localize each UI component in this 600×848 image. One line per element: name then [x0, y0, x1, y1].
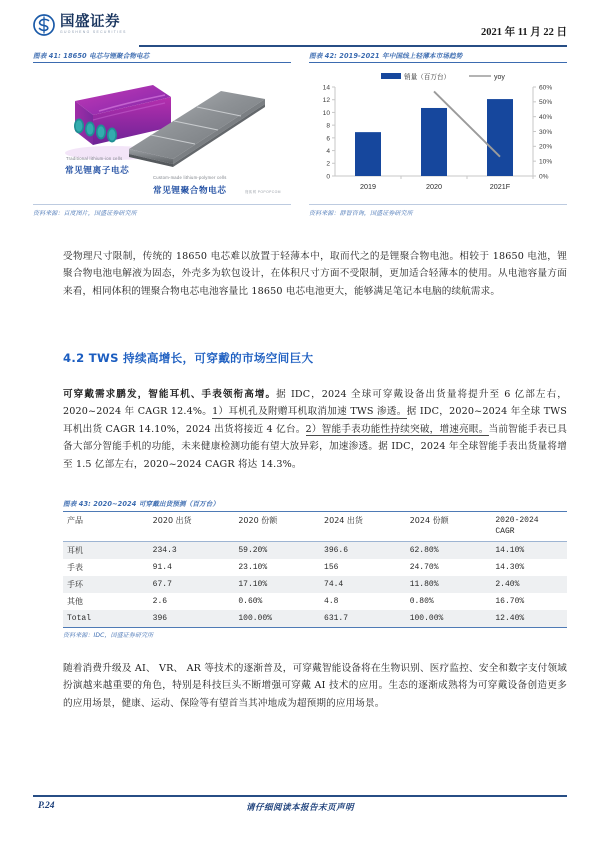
- figure-41-label-b-en: Custom-made lithium-polymer cells: [153, 175, 227, 181]
- figure-42-source: 资料来源：群智咨询，国盛证券研究所: [309, 209, 413, 217]
- table-cell-cagr: 14.30%: [495, 562, 525, 572]
- paragraph-outlook: 随着消费升级及 AI、 VR、 AR 等技术的逐渐普及，可穿戴智能设备将在生物识别、医疗监控、安全和数字支付领域扮演越来越重要的角色，特别是科技巨头不断增强可穿戴 AI 技术的应用。生态的逐渐成熟将为可穿戴设备创造更多的应用场景，健康、运动、保险等有望首当其冲地成为超预期的应用场景。: [63, 663, 567, 709]
- brand-name-cn: 国盛证券: [60, 14, 120, 31]
- table-cell-share2024: 0.80%: [409, 596, 434, 606]
- table-cell-share2020: 0.60%: [238, 596, 263, 606]
- table-cell-product: 手环: [63, 576, 149, 593]
- table-cell-share2024: 24.70%: [409, 562, 439, 572]
- paragraph-wearables-part3: 当前智能手表已具备大部分智能手机的功能，未来健康检测功能有望大放异彩，加速渗透。据 IDC，2024 年全球智能手表出货量将增至 1.5 亿部左右，2020~2024 CAGR 将达 14.3%。: [63, 423, 567, 470]
- table-cell-cagr: 16.70%: [495, 596, 525, 606]
- legend-label-yoy: yoy: [494, 74, 505, 82]
- y-tick-label-right: 60%: [539, 84, 553, 92]
- y-tick-label-left: 4: [326, 148, 330, 156]
- th-shipment-2020: 2020 出货: [149, 511, 235, 541]
- table-cell-shipment2024: 631.7: [320, 610, 406, 628]
- y-tick-label-right: 30%: [539, 129, 553, 137]
- bar-2021F: [487, 99, 513, 176]
- table-cell-cagr: 2.40%: [491, 576, 567, 593]
- table-cell-share2020: 100.00%: [234, 610, 320, 628]
- figure-41-image: [33, 63, 291, 205]
- table-cell-product: Total: [63, 610, 149, 628]
- bar-2019: [355, 133, 381, 177]
- footer-divider: [33, 795, 567, 797]
- table-cell-cagr: 14.10%: [491, 541, 567, 559]
- page-header: [33, 14, 567, 46]
- legend-label-sales: 销量（百万台）: [404, 73, 451, 82]
- table-row: [63, 559, 567, 576]
- bar-2020: [421, 108, 447, 176]
- brand-logo: [33, 14, 127, 36]
- table-cell-shipment2020: 91.4: [152, 562, 172, 572]
- th-share-2020: 2020 份额: [234, 511, 320, 541]
- guosheng-logo-icon: [33, 14, 55, 36]
- figure-41-credit: 搜狐网 POPOPCOM: [245, 190, 281, 195]
- table-cell-shipment2024: 74.4: [320, 576, 406, 593]
- table-cell-shipment2024: 396.6: [320, 541, 406, 559]
- paragraph-wearables: [63, 386, 567, 473]
- table-cell-shipment2020: 396: [149, 610, 235, 628]
- table-cell-shipment2020: 67.7: [149, 576, 235, 593]
- paragraph-wearables-part1: 据 IDC，2024 全球可穿戴设备出货量将提升至 6 亿部左右，2020~2024 年 CAGR 12.4%。: [63, 389, 567, 418]
- page-number: P.24: [38, 801, 55, 811]
- figure-42-caption: 图表 42: 2019-2021 年中国线上轻薄本市场趋势: [309, 52, 463, 60]
- wearables-shipment-table: [63, 511, 567, 628]
- y-tick-label-left: 6: [326, 135, 330, 143]
- footer-disclaimer: 请仔细阅读本报告末页声明: [246, 803, 354, 813]
- table-43: [63, 498, 567, 639]
- paragraph-wearables-lead: 可穿戴需求鹏发，智能耳机、手表领衔高增。: [63, 389, 277, 400]
- table-cell-shipment2024: 156: [324, 562, 339, 572]
- page-footer: [33, 799, 567, 817]
- y-tick-label-left: 2: [326, 161, 330, 169]
- table-row: [63, 593, 567, 610]
- y-tick-label-right: 50%: [539, 99, 553, 107]
- report-date: 2021 年 11 月 22 日: [480, 27, 567, 38]
- y-tick-label-left: 0: [326, 173, 330, 181]
- x-tick-label-2020: 2020: [426, 182, 442, 192]
- table-row: [63, 541, 567, 559]
- y-tick-label-right: 10%: [539, 158, 553, 166]
- table-cell-shipment2020: 2.6: [152, 596, 168, 606]
- table-row: [63, 576, 567, 593]
- table-cell-share2024: 62.80%: [406, 541, 492, 559]
- table-header-row: [63, 511, 567, 541]
- table-cell-share2020: 59.20%: [234, 541, 320, 559]
- table-43-source: 资料来源：IDC，国盛证券研究所: [63, 632, 154, 639]
- legend-bar-swatch: [381, 73, 401, 79]
- figure-42-chart: [309, 63, 567, 205]
- figure-41-label-a-cn: 常见锂离子电芯: [65, 166, 130, 177]
- section-heading-4-2: 4.2 TWS 持续高增长，可穿戴的市场空间巨大: [63, 351, 314, 365]
- th-share-2024: 2024 份额: [406, 511, 492, 541]
- chart-canvas: [309, 63, 567, 204]
- table-cell-cagr: 12.40%: [491, 610, 567, 628]
- th-cagr: 2020-2024 CAGR: [491, 511, 567, 541]
- header-divider: [139, 45, 567, 47]
- table-cell-shipment2024: 4.8: [324, 596, 339, 606]
- figure-41-label-b-cn: 常见锂聚合物电芯: [153, 186, 227, 197]
- figure-41-label-a-en: Traditional lithium-ion cells: [66, 156, 123, 162]
- paragraph-wearables-part2: 据 IDC，2020~2024 年全球 TWS 耳机出货 CAGR 14.10%，2024 出货将接近 4 亿台。: [63, 406, 567, 435]
- figure-41-source: 资料来源：百度图片，国盛证券研究所: [33, 209, 137, 217]
- table-head: [63, 511, 567, 541]
- paragraph-wearables-underline1: 1）耳机孔及附赠耳机取消加速 TWS 渗透。: [212, 406, 407, 418]
- table-cell-share2020: 23.10%: [238, 562, 268, 572]
- table-cell-share2024: 11.80%: [406, 576, 492, 593]
- x-tick-label-2021F: 2021F: [489, 182, 511, 192]
- y-tick-label-right: 0%: [539, 173, 549, 181]
- figure-41-caption: 图表 41: 18650 电芯与锂聚合物电芯: [33, 52, 150, 60]
- paragraph-wearables-underline2: 2）智能手表功能性持续突破，增速亮眼。: [305, 423, 489, 435]
- table-cell-product: 其他: [67, 596, 83, 606]
- figure-42: [309, 50, 567, 217]
- table-cell-share2024: 100.00%: [406, 610, 492, 628]
- y-tick-label-left: 12: [322, 97, 330, 105]
- table-cell-product: 耳机: [63, 541, 149, 559]
- figure-41: [33, 50, 291, 217]
- x-tick-label-2019: 2019: [360, 182, 376, 192]
- table-cell-share2020: 17.10%: [234, 576, 320, 593]
- brand-name-en: GUOSHENG SECURITIES: [60, 30, 127, 35]
- th-shipment-2024: 2024 出货: [320, 511, 406, 541]
- y-tick-label-left: 10: [322, 110, 330, 118]
- paragraph-battery: 受物理尺寸限制，传统的 18650 电芯难以放置于轻薄本中，取而代之的是锂聚合物电池。相较于 18650 电池，锂聚合物电池电解液为固态，外壳多为软包设计，在体积尺寸方面不受限制，更加适合轻薄本的使用。从电池容量方面来看，相同体积的锂聚合物电芯电池容量比 18650 电芯电池更大，能够满足笔记本电脑的续航需求。: [63, 251, 567, 297]
- table-body: [63, 541, 567, 627]
- y-tick-label-left: 14: [322, 84, 330, 92]
- y-tick-label-right: 20%: [539, 144, 553, 152]
- table-cell-shipment2020: 234.3: [149, 541, 235, 559]
- table-row: [63, 610, 567, 628]
- table-43-caption: 图表 43: 2020~2024 可穿戴出货预测（百万台）: [63, 500, 220, 508]
- y-tick-label-left: 8: [326, 122, 330, 130]
- y-tick-label-right: 40%: [539, 114, 553, 122]
- th-product: 产品: [63, 511, 149, 541]
- table-cell-product: 手表: [67, 562, 83, 572]
